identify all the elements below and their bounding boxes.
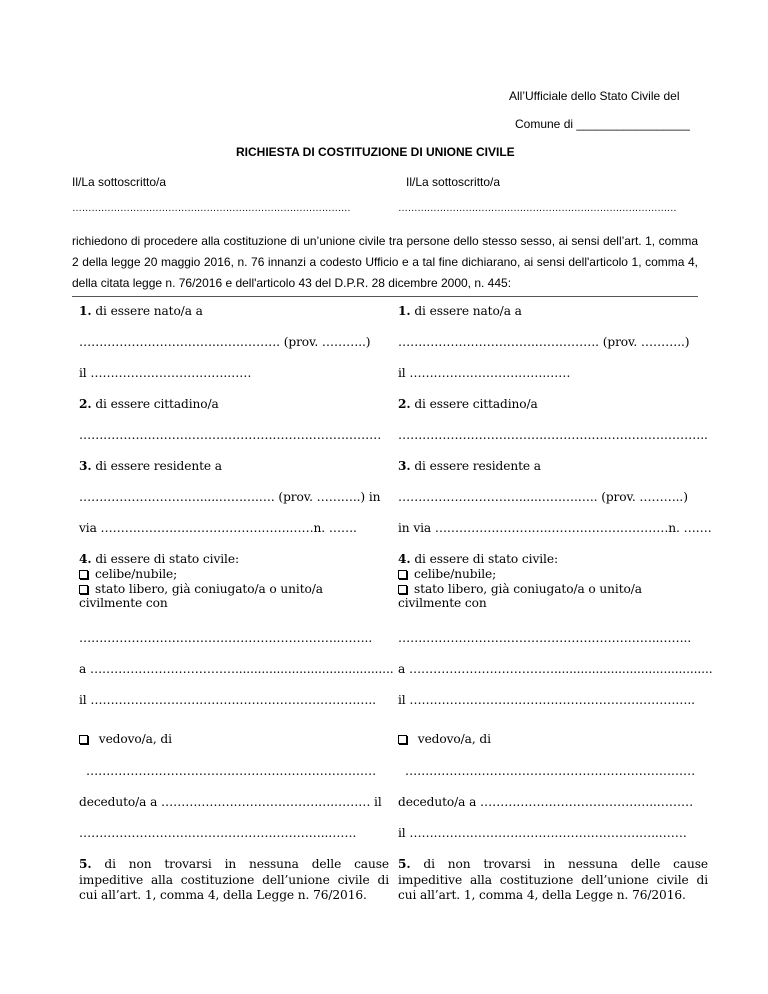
left-partner-place-field[interactable]: a ……………………………….......................................... [79, 662, 394, 676]
left-residence-field[interactable]: ………………………….....……….…. (prov. ………..) in [79, 490, 381, 504]
left-option-stato-libero-label: stato libero, già coniugato/a o unito/a [95, 581, 323, 596]
left-s1-number: 1. [79, 304, 92, 318]
left-option-vedovo-label: vedovo/a, di [98, 732, 172, 746]
right-birthdate-field[interactable]: il …………………………….…… [398, 366, 571, 380]
left-section-4-block [79, 552, 323, 611]
left-signatory-field[interactable]: …………………………………………………………………………… [72, 203, 351, 214]
right-option-stato-libero[interactable] [398, 582, 642, 597]
right-s4-label: di essere di stato civile: [414, 552, 558, 566]
right-option-celibe-label: celibe/nubile; [414, 566, 497, 581]
left-death-place-field[interactable]: deceduto/a a …………………………………….……… il [79, 795, 382, 809]
right-s2-label: di essere cittadino/a [414, 397, 538, 411]
recipient-line-2: Comune di _________________ [515, 117, 690, 131]
right-spouse-field[interactable]: ……………………………………………………………… [405, 764, 696, 778]
right-s4-number: 4. [398, 552, 411, 566]
right-birthplace-field[interactable]: …………………………….……………. (prov. ………..) [398, 335, 690, 349]
intro-paragraph: richiedono di procedere alla costituzione di un’unione civile tra persone dello stesso sesso, ai sensi dell’art. 1, comma 2 della legge 20 maggio 2016, n. 76 innanzi a codesto Ufficio e a tal fine dichiarano, ai sensi dell'articolo 1, comma 4, della citata legge n. 76/2016 e dell'articolo 43 del D.P.R. 28 dicembre 2000, n. 445: [72, 234, 698, 290]
right-section-4-block [398, 552, 642, 611]
right-s1-number: 1. [398, 304, 411, 318]
right-s2-number: 2. [398, 397, 411, 411]
right-death-place-field[interactable]: deceduto/a a ……………………………………..……… [398, 795, 694, 809]
right-signatory-field[interactable]: …………………………………………………………………………… [398, 203, 677, 214]
left-s3-number: 3. [79, 459, 92, 473]
left-section-5 [79, 857, 389, 904]
right-option-vedovo[interactable] [398, 732, 491, 746]
right-section-5 [398, 857, 708, 904]
left-street-field[interactable]: via ………………….…………………….……n. ……. [79, 521, 357, 535]
left-section-4-heading [79, 552, 323, 567]
recipient-line-1: All’Ufficiale dello Stato Civile del [509, 89, 680, 103]
checkbox-icon[interactable] [398, 585, 407, 594]
right-section-4-heading [398, 552, 642, 567]
left-death-date-field[interactable]: ……………………………………………………..……. [79, 826, 357, 840]
right-s5-number: 5. [398, 857, 411, 871]
right-street-field[interactable]: in via ……………………….…………………………n. ……. [398, 521, 712, 535]
left-section-1-heading [79, 304, 203, 318]
separator-line [72, 296, 698, 297]
right-s1-label: di essere nato/a a [414, 304, 522, 318]
checkbox-icon[interactable] [79, 570, 88, 579]
left-birthplace-field[interactable]: …………………………….……………. (prov. ………..) [79, 335, 371, 349]
left-s4-number: 4. [79, 552, 92, 566]
checkbox-icon[interactable] [79, 585, 88, 594]
right-signatory-label: Il/La sottoscritto/a [406, 175, 501, 189]
left-citizenship-field[interactable]: ………………………………………………………………… [79, 428, 382, 442]
left-birthdate-field[interactable]: il …………………………….…… [79, 366, 252, 380]
right-option-stato-libero-label: stato libero, già coniugato/a o unito/a [414, 581, 642, 596]
left-partner-date-field[interactable]: il …………………………………………………………….. [79, 693, 376, 707]
left-s4-label: di essere di stato civile: [95, 552, 239, 566]
right-section-3-heading [398, 459, 541, 473]
checkbox-icon[interactable] [79, 735, 88, 744]
left-option-celibe-label: celibe/nubile; [95, 566, 178, 581]
right-option-celibe[interactable] [398, 567, 642, 582]
right-section-1-heading [398, 304, 522, 318]
right-s3-number: 3. [398, 459, 411, 473]
right-partner-date-field[interactable]: il …………………………………………………………….. [398, 693, 695, 707]
left-option-vedovo[interactable] [79, 732, 172, 746]
checkbox-icon[interactable] [398, 735, 407, 744]
right-option-vedovo-label: vedovo/a, di [417, 732, 491, 746]
left-section-3-heading [79, 459, 222, 473]
left-option-stato-libero-cont: civilmente con [79, 596, 168, 611]
left-partner-field[interactable]: ………………………………………………………..…….. [79, 631, 373, 645]
left-s3-label: di essere residente a [95, 459, 222, 473]
right-s3-label: di essere residente a [414, 459, 541, 473]
right-partner-place-field[interactable]: a ……………………………….......................................... [398, 662, 713, 676]
left-s2-number: 2. [79, 397, 92, 411]
checkbox-icon[interactable] [398, 570, 407, 579]
left-s2-label: di essere cittadino/a [95, 397, 219, 411]
right-s5-text: di non trovarsi in nessuna delle cause impeditive alla costituzione dell’unione civile di cui all’art. 1, comma 4, della Legge n. 76/2016. [398, 857, 708, 902]
right-partner-field[interactable]: ………………………………………………………..…….. [398, 631, 692, 645]
left-signatory-label: Il/La sottoscritto/a [72, 175, 167, 189]
right-death-date-field[interactable]: il ……………………………………………………..……. [398, 826, 687, 840]
right-residence-field[interactable]: ………………………….....……….….. (prov. ………..) [398, 490, 688, 504]
left-option-celibe[interactable] [79, 567, 323, 582]
left-s5-text: di non trovarsi in nessuna delle cause impeditive alla costituzione dell’unione civile di cui all’art. 1, comma 4, della Legge n. 76/2016. [79, 857, 389, 902]
left-option-stato-libero[interactable] [79, 582, 323, 597]
left-section-2-heading [79, 397, 219, 411]
left-s1-label: di essere nato/a a [95, 304, 203, 318]
right-section-2-heading [398, 397, 538, 411]
document-title: RICHIESTA DI COSTITUZIONE DI UNIONE CIVILE [236, 145, 515, 159]
right-citizenship-field[interactable]: ………………………………………………………………….. [398, 428, 708, 442]
left-spouse-field[interactable]: ……………………………………………………………… [86, 764, 377, 778]
right-option-stato-libero-cont: civilmente con [398, 596, 487, 611]
left-s5-number: 5. [79, 857, 92, 871]
